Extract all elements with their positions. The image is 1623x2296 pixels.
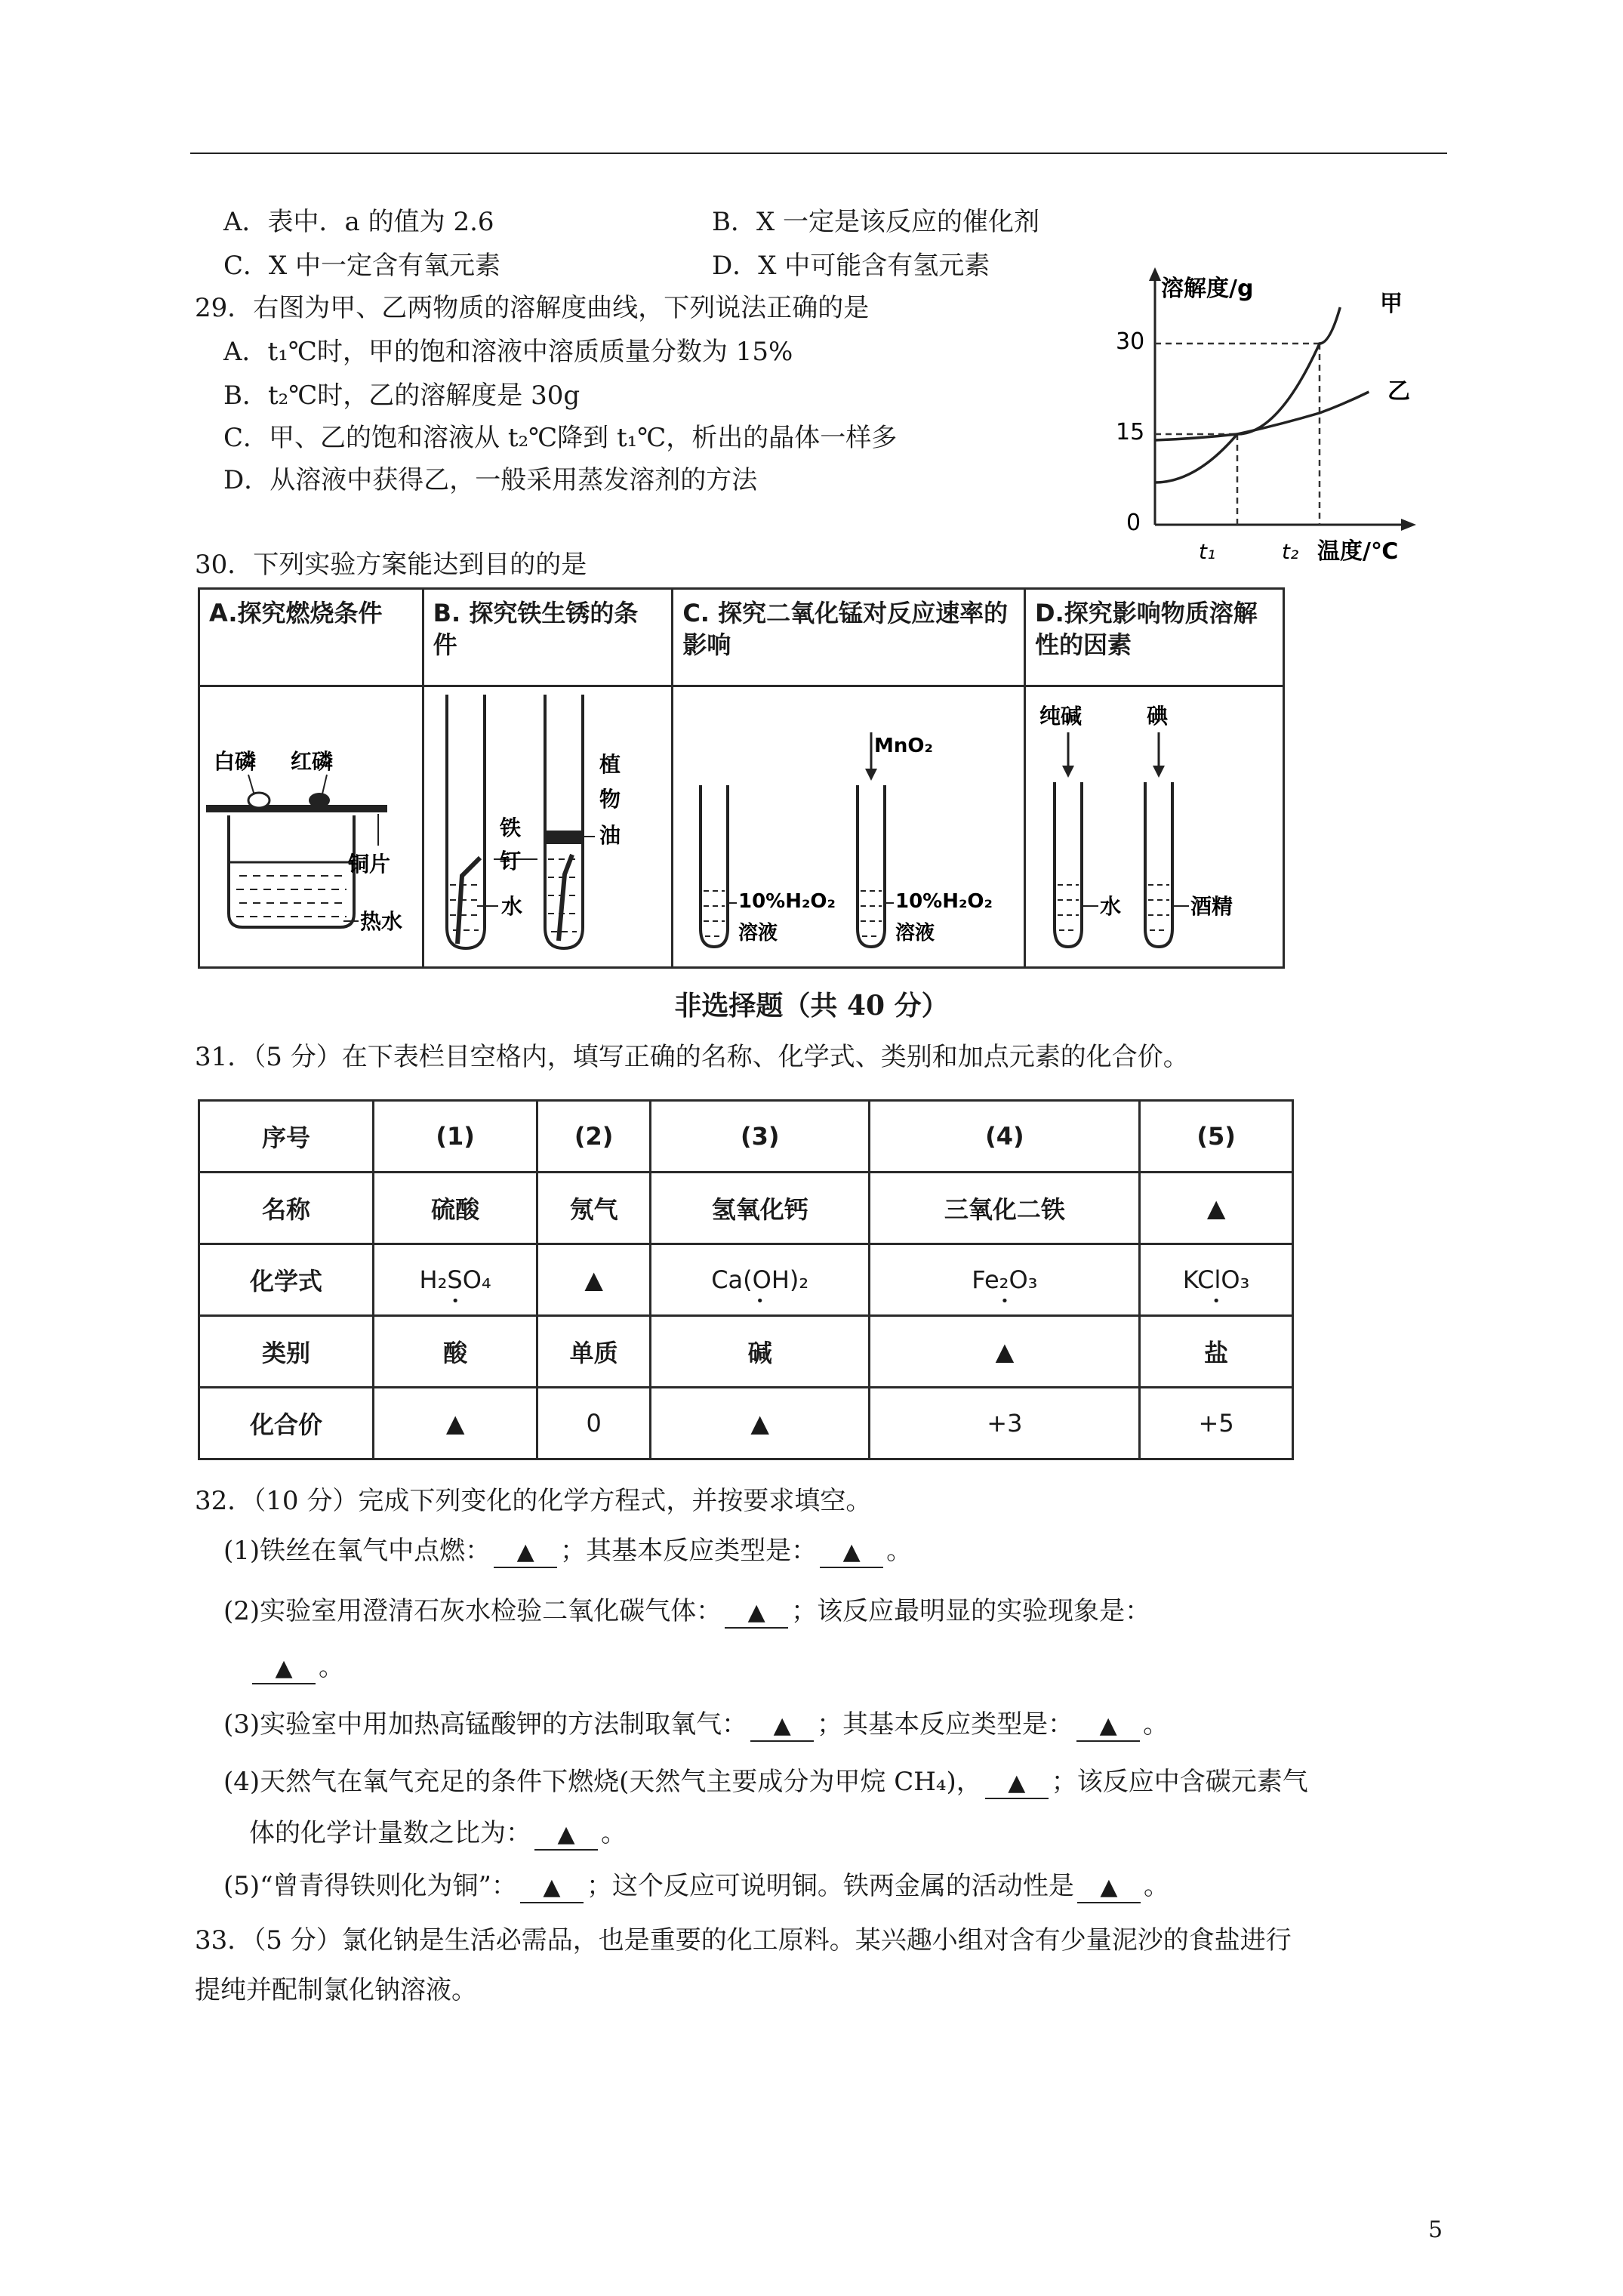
- answer-blank[interactable]: ▲: [985, 1769, 1049, 1799]
- x-tick-label: t₁: [1199, 539, 1216, 564]
- q28-option-a: A．表中．a 的值为 2.6: [223, 207, 494, 237]
- label-plant-1: 植: [599, 752, 621, 777]
- q32-stem: 32．（10 分）完成下列变化的化学方程式，并按要求填空。: [195, 1486, 872, 1516]
- q32-text: (2)实验室用澄清石灰水检验二氧化碳气体：: [223, 1596, 722, 1626]
- series-label-jia: 甲: [1380, 291, 1403, 317]
- cell: [650, 1244, 870, 1316]
- test-tube-left: [447, 695, 485, 948]
- water-dashes: [1058, 885, 1079, 930]
- x-tick-label: t₂: [1282, 539, 1299, 564]
- y-tick-label: 30: [1116, 328, 1145, 355]
- x-axis-label: 温度/℃: [1317, 538, 1399, 565]
- y-axis-arrow: [1149, 267, 1161, 281]
- label-copper-plate: 铜片: [348, 852, 391, 877]
- q32-text: ；这个反应可说明铜。铁两金属的活动性是: [586, 1871, 1074, 1901]
- beaker: [229, 815, 354, 927]
- dot-mark: •: [756, 1293, 765, 1309]
- label-hot-water: 热水: [360, 909, 403, 934]
- test-tube-right: [858, 785, 885, 947]
- test-tube-right: [545, 695, 583, 948]
- q32-text: 。: [319, 1652, 344, 1682]
- series-line-yi: [1155, 392, 1369, 440]
- plant-oil-layer: [547, 831, 581, 844]
- cell: 0: [537, 1388, 651, 1459]
- dot-mark: •: [1212, 1293, 1221, 1309]
- q31-row-valence: [199, 1388, 1293, 1459]
- row-header: 名称: [199, 1173, 374, 1244]
- answer-blank[interactable]: ▲: [870, 1316, 1140, 1388]
- test-tube-right: [1145, 782, 1172, 947]
- cell: 氖气: [537, 1173, 651, 1244]
- q32-line-3: [223, 1708, 1169, 1742]
- answer-blank[interactable]: ▲: [252, 1654, 316, 1684]
- cell: 碱: [650, 1316, 870, 1388]
- answer-blank[interactable]: ▲: [650, 1388, 870, 1459]
- exp-title-b: B. 探究铁生锈的条件: [423, 589, 673, 686]
- q32-line-4: [223, 1765, 1308, 1799]
- row-header: 类别: [199, 1316, 374, 1388]
- q32-line-1: [223, 1534, 912, 1568]
- label-water: 水: [1100, 894, 1122, 919]
- q32-text: ；该反应中含碳元素气: [1051, 1767, 1308, 1797]
- q31-row-formula: [199, 1244, 1293, 1316]
- section-title: 非选择题（共 40 分）: [674, 990, 949, 1022]
- cell: (4): [870, 1101, 1140, 1173]
- test-tube-left: [1055, 782, 1082, 947]
- q31-row-index: [199, 1101, 1293, 1173]
- cell: 酸: [374, 1316, 537, 1388]
- cell: (2): [537, 1101, 651, 1173]
- q32-text: 。: [601, 1818, 627, 1848]
- label-iron: 铁: [499, 815, 521, 840]
- q30-experiment-table: [198, 587, 1285, 969]
- cell: (3): [650, 1101, 870, 1173]
- q29-option-c: C．甲、乙的饱和溶液从 t₂℃降到 t₁℃，析出的晶体一样多: [223, 423, 898, 453]
- label-mno2: MnO₂: [874, 735, 934, 757]
- answer-blank[interactable]: ▲: [1140, 1173, 1293, 1244]
- answer-blank[interactable]: ▲: [534, 1820, 598, 1851]
- exp-figure-b: [423, 686, 673, 968]
- cell: 盐: [1140, 1316, 1293, 1388]
- cell: 三氧化二铁: [870, 1173, 1140, 1244]
- solution-dashes: [704, 891, 725, 936]
- iron-nail-right: [559, 855, 572, 941]
- q29-stem: 29．右图为甲、乙两物质的溶解度曲线，下列说法正确的是: [195, 293, 870, 323]
- answer-blank[interactable]: ▲: [374, 1388, 537, 1459]
- label-white-phosphorus: 白磷: [214, 749, 257, 774]
- series-line-jia: [1155, 307, 1340, 482]
- q32-line-2b: [249, 1650, 344, 1684]
- y-tick-label: 15: [1116, 419, 1145, 445]
- label-water: 水: [500, 894, 522, 919]
- q31-row-category: [199, 1316, 1293, 1388]
- exp-figure-c: [673, 686, 1025, 968]
- label-plant-2: 物: [599, 787, 621, 812]
- q32-text: 体的化学计量数之比为：: [249, 1818, 531, 1848]
- label-alcohol: 酒精: [1190, 894, 1233, 919]
- q32-line-5: [223, 1869, 1169, 1903]
- q32-text: (1)铁丝在氧气中点燃：: [223, 1536, 491, 1566]
- label-nail: 钉: [499, 849, 521, 874]
- exp-title-d: D.探究影响物质溶解性的因素: [1025, 589, 1284, 686]
- formula-text: KClO₃: [1182, 1265, 1250, 1294]
- q30-stem: 30．下列实验方案能达到目的的是: [195, 550, 587, 580]
- cell: (1): [374, 1101, 537, 1173]
- label-solution-left: 溶液: [738, 922, 778, 945]
- arrow-head: [865, 769, 877, 781]
- water-dashes: [450, 885, 482, 930]
- water-dashes: [236, 876, 346, 917]
- cell: (5): [1140, 1101, 1293, 1173]
- q32-text: 。: [886, 1536, 913, 1566]
- label-solution-right: 溶液: [895, 922, 935, 945]
- q32-text: ；该反应最明显的实验现象是：: [791, 1596, 1151, 1626]
- formula-text: Ca(OH)₂: [711, 1265, 809, 1294]
- label-soda-ash: 纯碱: [1039, 704, 1083, 729]
- answer-blank[interactable]: ▲: [520, 1873, 584, 1903]
- series-label-yi: 乙: [1387, 378, 1410, 405]
- solubility-chart: [1087, 264, 1419, 574]
- answer-blank[interactable]: ▲: [537, 1244, 651, 1316]
- label-oil: 油: [599, 823, 621, 848]
- page-number: 5: [1428, 2217, 1443, 2243]
- y-axis-label: 溶解度/g: [1161, 276, 1254, 302]
- answer-blank[interactable]: ▲: [1076, 1712, 1140, 1742]
- header-rule: [190, 153, 1447, 154]
- q32-text: 。: [1143, 1871, 1169, 1901]
- answer-blank[interactable]: ▲: [820, 1538, 883, 1568]
- q31-stem: 31．（5 分）在下表栏目空格内，填写正确的名称、化学式、类别和加点元素的化合价。: [195, 1042, 1189, 1072]
- arrow-head: [1153, 766, 1165, 778]
- answer-blank[interactable]: ▲: [725, 1598, 788, 1629]
- arrow-head: [1062, 766, 1074, 778]
- exp-figure-d: [1025, 686, 1284, 968]
- q33-line-2: 提纯并配制氯化钠溶液。: [195, 1975, 477, 2005]
- dot-mark: •: [451, 1293, 460, 1309]
- red-phosphorus-lump: [309, 793, 330, 808]
- cell: 氢氧化钙: [650, 1173, 870, 1244]
- solution-dashes: [861, 891, 882, 936]
- y-tick-label: 0: [1126, 510, 1141, 536]
- label-red-phosphorus: 红磷: [291, 749, 334, 774]
- q32-line-4b: [249, 1817, 627, 1851]
- q32-text: (5)“曾青得铁则化为铜”：: [223, 1871, 517, 1901]
- label-iodine: 碘: [1147, 704, 1169, 729]
- label-h2o2-right: 10%H₂O₂: [895, 890, 993, 913]
- dot-mark: •: [1000, 1293, 1009, 1309]
- q29-option-b: B．t₂℃时，乙的溶解度是 30g: [223, 381, 581, 411]
- row-header: 化合价: [199, 1388, 374, 1459]
- q32-text: ；其基本反应类型是：: [560, 1536, 818, 1566]
- answer-blank[interactable]: ▲: [1077, 1873, 1141, 1903]
- formula-text: H₂SO₄: [419, 1265, 491, 1294]
- q28-option-b: B．X 一定是该反应的催化剂: [712, 207, 1039, 237]
- cell: +3: [870, 1388, 1140, 1459]
- q32-text: 。: [1143, 1709, 1169, 1740]
- formula-text: Fe₂O₃: [972, 1265, 1038, 1294]
- q29-option-d: D．从溶液中获得乙，一般采用蒸发溶剂的方法: [223, 465, 758, 495]
- row-header: 序号: [199, 1101, 374, 1173]
- q28-option-d: D．X 中可能含有氢元素: [712, 251, 990, 281]
- q32-text: (4)天然气在氧气充足的条件下燃烧(天然气主要成分为甲烷 CH₄)，: [223, 1767, 982, 1797]
- label-h2o2-left: 10%H₂O₂: [738, 890, 836, 913]
- exp-figure-a: [199, 686, 423, 968]
- q33-line-1: 33．（5 分）氯化钠是生活必需品，也是重要的化工原料。某兴趣小组对含有少量泥沙的食盐进行: [195, 1925, 1292, 1955]
- cell: 硫酸: [374, 1173, 537, 1244]
- q31-row-name: [199, 1173, 1293, 1244]
- test-tube-left: [701, 785, 728, 947]
- alcohol-dashes: [1148, 885, 1169, 930]
- answer-blank[interactable]: ▲: [750, 1712, 814, 1742]
- copper-plate: [206, 805, 387, 812]
- x-axis-arrow: [1401, 519, 1416, 531]
- row-header: 化学式: [199, 1244, 374, 1316]
- q29-option-a: A．t₁℃时，甲的饱和溶液中溶质质量分数为 15%: [223, 337, 793, 367]
- q28-option-c: C．X 中一定含有氧元素: [223, 251, 501, 281]
- q32-text: ；其基本反应类型是：: [817, 1709, 1074, 1740]
- q32-line-2: [223, 1595, 1150, 1629]
- cell: [374, 1244, 537, 1316]
- q31-table: [198, 1099, 1294, 1460]
- exp-title-c: C. 探究二氧化锰对反应速率的影响: [673, 589, 1025, 686]
- cell: 单质: [537, 1316, 651, 1388]
- cell: [870, 1244, 1140, 1316]
- white-phosphorus-lump: [248, 793, 269, 808]
- answer-blank[interactable]: ▲: [494, 1538, 557, 1568]
- cell: [1140, 1244, 1293, 1316]
- q32-text: (3)实验室中用加热高锰酸钾的方法制取氧气：: [223, 1709, 748, 1740]
- exp-title-a: A.探究燃烧条件: [199, 589, 423, 686]
- cell: +5: [1140, 1388, 1293, 1459]
